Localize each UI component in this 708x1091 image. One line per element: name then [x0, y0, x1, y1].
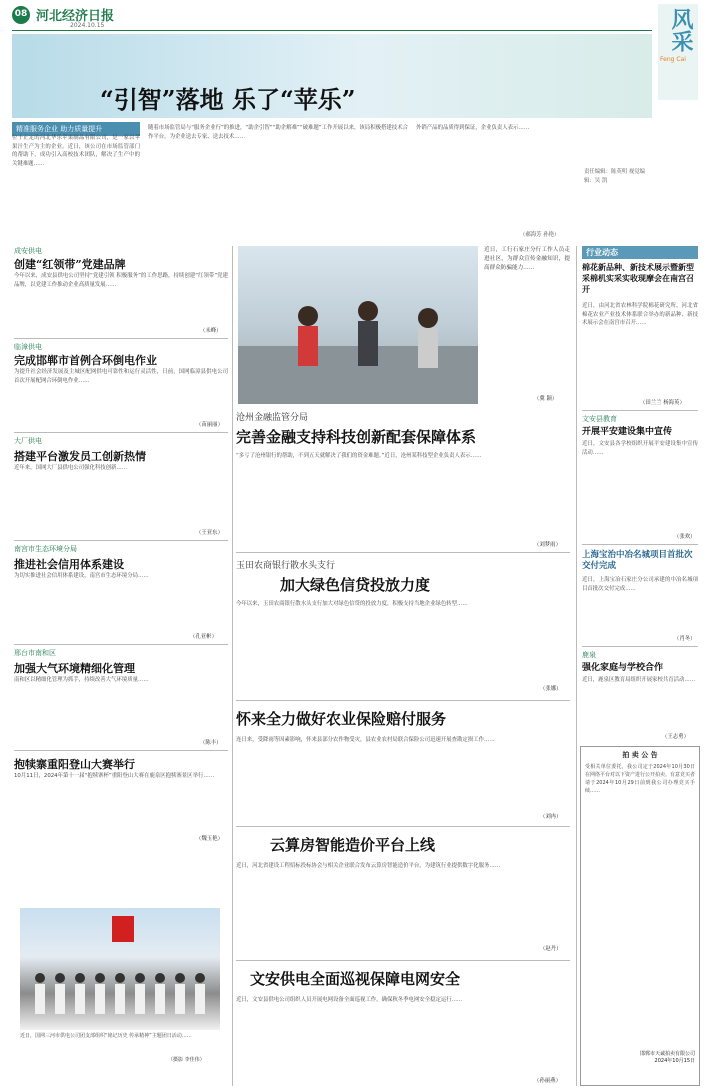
team-photo: [20, 908, 220, 1030]
notice-company: 邯郸市天诚拍卖有限公司: [639, 1051, 695, 1057]
b2-credit: （张娜）: [540, 686, 562, 692]
a4-tag: 南宫市生态环境分局: [14, 545, 77, 553]
r3-credit: （肖冬）: [674, 636, 696, 642]
b1-subtitle: 沧州金融监管分局: [236, 413, 309, 423]
column-title: 风采: [668, 8, 694, 52]
industry-tag: 行业动态: [582, 246, 698, 259]
a3-tag: 大厂供电: [14, 437, 42, 445]
lead-para-2: 随着市场监管局与“服务企业行”的推进，“助企引智”“助企解难”“破难题”工作开展以来，该局积极搭建技术合作平台，为企业送去专家、送去技术……: [148, 125, 408, 140]
a2-credit: （苗丽丽）: [196, 422, 223, 428]
r3-title: 上海宝治中冶名城项目首批次交付完成: [582, 550, 693, 572]
a5-tag: 邢台市南和区: [14, 649, 56, 657]
lead-headline: “引智”落地 乐了“苹乐”: [100, 85, 356, 114]
b1-body: “多亏了沧州银行的帮助，不到五天就解决了我们的资金难题。”近日，沧州某科技型企业负责人表示……: [236, 453, 482, 459]
center-photo-illustration: [238, 246, 478, 404]
a5-credit: （陈丰）: [200, 740, 222, 746]
paper-name: 河北经济日报: [36, 9, 115, 24]
photo-illustration: [20, 908, 220, 1030]
b1-credit: （刘梦雨）: [534, 542, 561, 548]
notice-body: 受相关单位委托，我公司定于2024年10月30日在网络平台对以下资产进行公开拍卖。有意竞买者请于2024年10月29日前到我公司办理竞买手续……: [585, 764, 696, 794]
a3-body: 近年来，国网大厂县供电公司强化科技创新……: [14, 465, 128, 471]
column-title-en: Feng Cai: [660, 56, 686, 63]
r4-body: 近日，鹿泉区教育局组织开展家校共育活动……: [582, 677, 696, 683]
r4-tag: 鹿泉: [582, 651, 596, 659]
page-number: 08: [14, 9, 28, 19]
a5-body: 南和区以精细化管理为抓手，持续改善大气环境质量……: [14, 677, 149, 683]
r4-title: 强化家庭与学校合作: [582, 663, 664, 673]
r2-title: 开展平安建设集中宣传: [582, 427, 673, 437]
b3-body: 连日来，受降雨等因素影响，怀来县部分农作物受灾，县农业农村局联合保险公司迅速开展查勘定损工作……: [236, 737, 495, 743]
a6-body: 10月11日，2024年第十一届“抱犊寨杯”重阳登山大赛在鹿泉区抱犊寨景区举行……: [14, 773, 215, 779]
a4-body: 为切实推进社会信用体系建设，南宫市生态环境分局……: [14, 573, 149, 579]
b4-credit: （赵丹）: [540, 946, 562, 952]
r2-tag: 文安县教育: [582, 415, 617, 423]
lead-kicker: 精准服务企业 助力质量提升: [12, 122, 140, 136]
a2-body: 为提升社会经济发展及主城区配网供电可靠性和运行灵活性，日前，国网临漳县供电公司首次开展配网合环倒电作业……: [14, 369, 228, 384]
r1-title: 棉花新品种、新技术展示暨新型采棉机实采实收现摩会在南宫召开: [582, 262, 694, 294]
b4-body: 近日，河北省建设工程招标投标协会与相关企业联合发布云算房智能造价平台，为建筑行业提供数字化服务……: [236, 863, 501, 869]
center-photo-credit: （冀 颖）: [534, 396, 558, 402]
center-photo: [238, 246, 478, 404]
a2-title: 完成邯郸市首例合环倒电作业: [14, 354, 157, 367]
a1-credit: （未峰）: [200, 328, 222, 334]
b5-body: 近日，文安县供电公司组织人员开展电网设备全面巡视工作，确保秋冬季电网安全稳定运行……: [236, 997, 463, 1003]
r1-body: 近日，由河北省农林科学院棉花研究所、河北省棉花农业产业技术体系联合举办的新品种、新技术展示会在南宫市召开……: [582, 303, 698, 327]
lead-para-3: 外销产品的品质得到保证，企业负责人表示……: [416, 125, 530, 131]
a2-tag: 临漳供电: [14, 343, 42, 351]
auction-notice: [580, 746, 700, 1086]
notice-date: 2024年10月15日: [654, 1058, 695, 1064]
b5-credit: （孙丽燕）: [534, 1078, 561, 1084]
photo-caption-left: 近日，国网三河市供电公司团支部组织“铭记历史 传承精神”主题团日活动……: [20, 1033, 192, 1039]
a5-title: 加强大气环境精细化管理: [14, 662, 135, 675]
r2-body: 近日，文安县各学校组织开展平安建设集中宣传活动……: [582, 441, 698, 456]
photo-caption-left-credit: （摄影 李佳伟）: [168, 1057, 205, 1063]
b2-title: 加大绿色信贷投放力度: [280, 576, 431, 594]
r4-credit: （王志勇）: [662, 734, 689, 740]
b2-subtitle: 玉田农商银行散水头支行: [236, 561, 336, 571]
r3-body: 近日，上海宝冶石家庄分公司承建的中冶名城项目首批次交付完成……: [582, 577, 698, 592]
editor-credit: 责任编辑：陈英明 视觉编辑：吴 凯: [584, 169, 646, 184]
a3-title: 搭建平台激发员工创新热情: [14, 450, 146, 463]
a4-title: 推进社会信用体系建设: [14, 558, 124, 571]
a6-credit: （魏玉艳）: [196, 836, 223, 842]
column-tag: [658, 4, 698, 100]
b3-title: 怀来全力做好农业保险赔付服务: [236, 710, 447, 728]
lead-para-1: 位于正定的河北华乐苹果制品有限公司，是一家以苹果汁生产为主的企业。近日，该公司在市场监管部门的帮助下，成功引入高校技术团队，解决了生产中的关键难题……: [12, 135, 140, 167]
a3-credit: （王亚东）: [196, 530, 223, 536]
b4-title: 云算房智能造价平台上线: [270, 836, 436, 854]
a1-body: 今年以来，成安县供电公司坚持“党建引领 积极服务”的工作思路，持续创建“红领带”党建品牌，以党建工作推动企业高质量发展……: [14, 273, 228, 288]
a4-credit: （孔亚彬）: [190, 634, 217, 640]
b3-credit: （刘冉）: [540, 814, 562, 820]
lead-credit: （郝海芳 孙艳）: [520, 232, 560, 238]
notice-head: 拍 卖 公 告: [622, 751, 658, 759]
a6-title: 抱犊寨重阳登山大赛举行: [14, 758, 135, 771]
b5-title: 文安供电全面巡视保障电网安全: [250, 970, 461, 988]
r1-credit: （田兰兰 杨海英）: [640, 400, 685, 406]
b2-body: 今年以来，玉田农商银行散水头支行加大对绿色信贷的投放力度，积极支持当地企业绿色转型……: [236, 601, 468, 607]
center-photo-caption: 近日，工行石家庄分行工作人员走进社区，为群众宣传金融知识，提高群众防骗能力……: [484, 247, 570, 271]
a1-tag: 成安供电: [14, 247, 42, 255]
b1-title: 完善金融支持科技创新配套保障体系: [236, 428, 477, 446]
r2-credit: （张欢）: [674, 534, 696, 540]
issue-date: 2024.10.15: [70, 22, 105, 29]
a1-title: 创建“红领带”党建品牌: [14, 258, 126, 271]
